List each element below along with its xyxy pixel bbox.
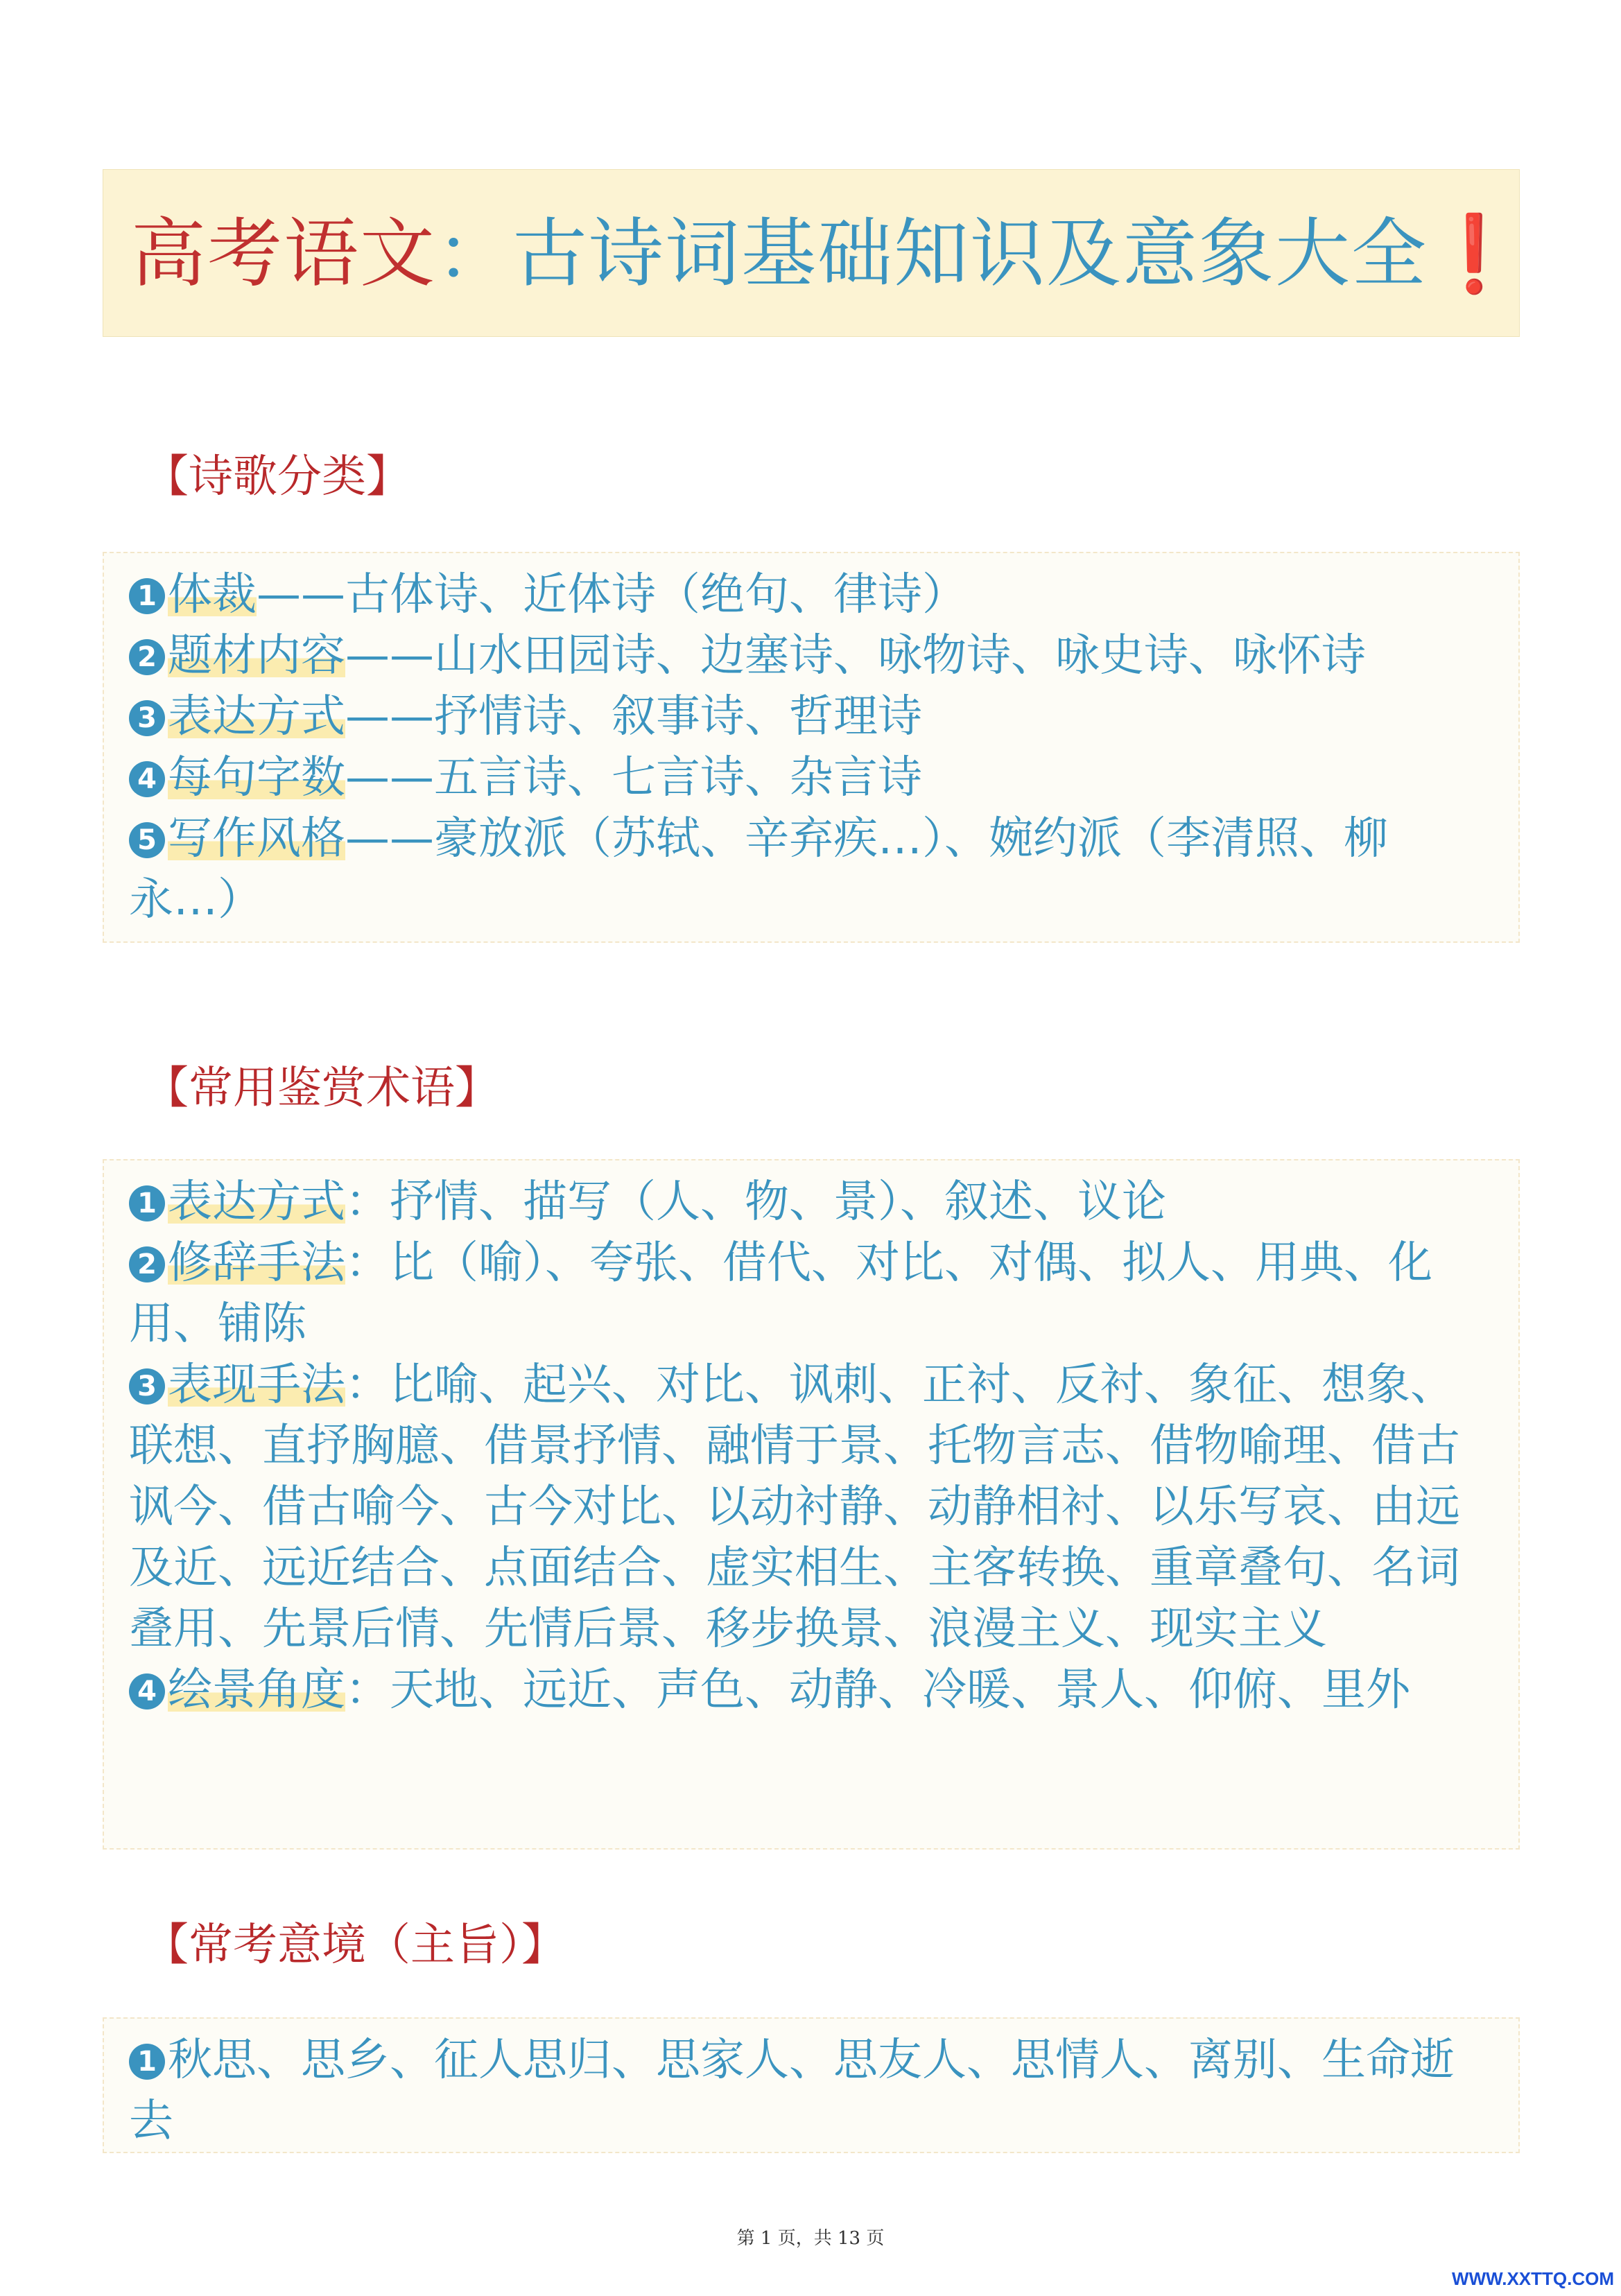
- section-box-appreciation-terms: [103, 1159, 1520, 1850]
- section-heading-poetry-categories: 【诗歌分类】: [144, 451, 410, 503]
- item-label: 表达方式: [168, 691, 345, 742]
- watermark: WWW.XXTTQ.COM: [1452, 2268, 1614, 2289]
- item-separator: ——: [345, 630, 434, 681]
- item-separator: ——: [345, 752, 434, 803]
- list-item: [129, 1172, 1491, 1233]
- page-title: [131, 170, 1523, 338]
- title-part2: 古诗词基础知识及意象大全: [512, 211, 1428, 297]
- title-part1: 高考语文: [131, 211, 437, 297]
- number-badge: 3: [129, 1368, 165, 1404]
- item-text: 秋思、思乡、征人思归、思家人、思友人、思情人、离别、生命逝去: [129, 2035, 1455, 2147]
- number-badge: 1: [129, 578, 165, 614]
- item-label: 修辞手法: [168, 1237, 345, 1289]
- number-badge: 1: [129, 2044, 165, 2080]
- item-label: 题材内容: [168, 630, 345, 681]
- item-text: 古体诗、近体诗（绝句、律诗）: [345, 569, 966, 620]
- item-text: 山水田园诗、边塞诗、咏物诗、咏史诗、咏怀诗: [434, 630, 1366, 681]
- exclamation-icon: ❗: [1428, 210, 1523, 297]
- item-text: 比喻、起兴、对比、讽刺、正衬、反衬、象征、想象、联想、直抒胸臆、借景抒情、融情于景、托物言志、借物喻理、借古讽今、借古喻今、古今对比、以动衬静、动静相衬、以乐写哀、由远及近、远近结合、点面结合、虚实相生、主客转换、重章叠句、名词叠用、先景后情、先情后景、移步换景、浪漫主义、现实主义: [129, 1359, 1460, 1655]
- item-text: 天地、远近、声色、动静、冷暖、景人、仰俯、里外: [390, 1664, 1410, 1716]
- item-text: 五言诗、七言诗、杂言诗: [434, 752, 922, 803]
- item-separator: ——: [345, 691, 434, 742]
- list-item: [129, 564, 1491, 625]
- item-separator: ——: [257, 569, 345, 620]
- item-text: 抒情诗、叙事诗、哲理诗: [434, 691, 922, 742]
- page-number: 第 1 页，共 13 页: [736, 2228, 885, 2249]
- list-item: [129, 747, 1491, 808]
- section-heading-common-themes: 【常考意境（主旨）】: [144, 1920, 566, 1971]
- list-item: [129, 2030, 1491, 2152]
- list-item: [129, 625, 1491, 686]
- item-separator: ：: [345, 1237, 390, 1289]
- list-item: [129, 686, 1491, 747]
- item-text: 抒情、描写（人、物、景）、叙述、议论: [390, 1176, 1166, 1228]
- number-badge: 2: [129, 1246, 165, 1282]
- item-label: 绘景角度: [168, 1664, 345, 1716]
- title-colon: ：: [436, 211, 513, 297]
- section-box-common-themes: [103, 2017, 1520, 2153]
- section-box-poetry-categories: [103, 552, 1520, 943]
- number-badge: 1: [129, 1185, 165, 1221]
- number-badge: 4: [129, 761, 165, 797]
- item-separator: ：: [345, 1359, 390, 1411]
- title-banner: [103, 169, 1523, 337]
- item-label: 表达方式: [168, 1176, 345, 1228]
- list-item: [129, 1355, 1491, 1660]
- item-separator: ：: [345, 1176, 390, 1228]
- item-label: 写作风格: [168, 813, 345, 864]
- number-badge: 5: [129, 822, 165, 858]
- item-separator: ：: [345, 1664, 390, 1716]
- item-label: 体裁: [168, 569, 257, 620]
- number-badge: 2: [129, 639, 165, 675]
- item-text: 豪放派（苏轼、辛弃疾…）、婉约派（李清照、柳永…）: [129, 813, 1388, 925]
- list-item: [129, 1660, 1491, 1721]
- item-text: 比（喻）、夸张、借代、对比、对偶、拟人、用典、化用、铺陈: [129, 1237, 1432, 1350]
- item-separator: ——: [345, 813, 434, 864]
- section-heading-appreciation-terms: 【常用鉴赏术语】: [144, 1063, 499, 1114]
- list-item: [129, 1233, 1491, 1355]
- item-label: 表现手法: [168, 1359, 345, 1411]
- item-label: 每句字数: [168, 752, 345, 803]
- number-badge: 3: [129, 700, 165, 736]
- list-item: [129, 808, 1491, 930]
- number-badge: 4: [129, 1673, 165, 1710]
